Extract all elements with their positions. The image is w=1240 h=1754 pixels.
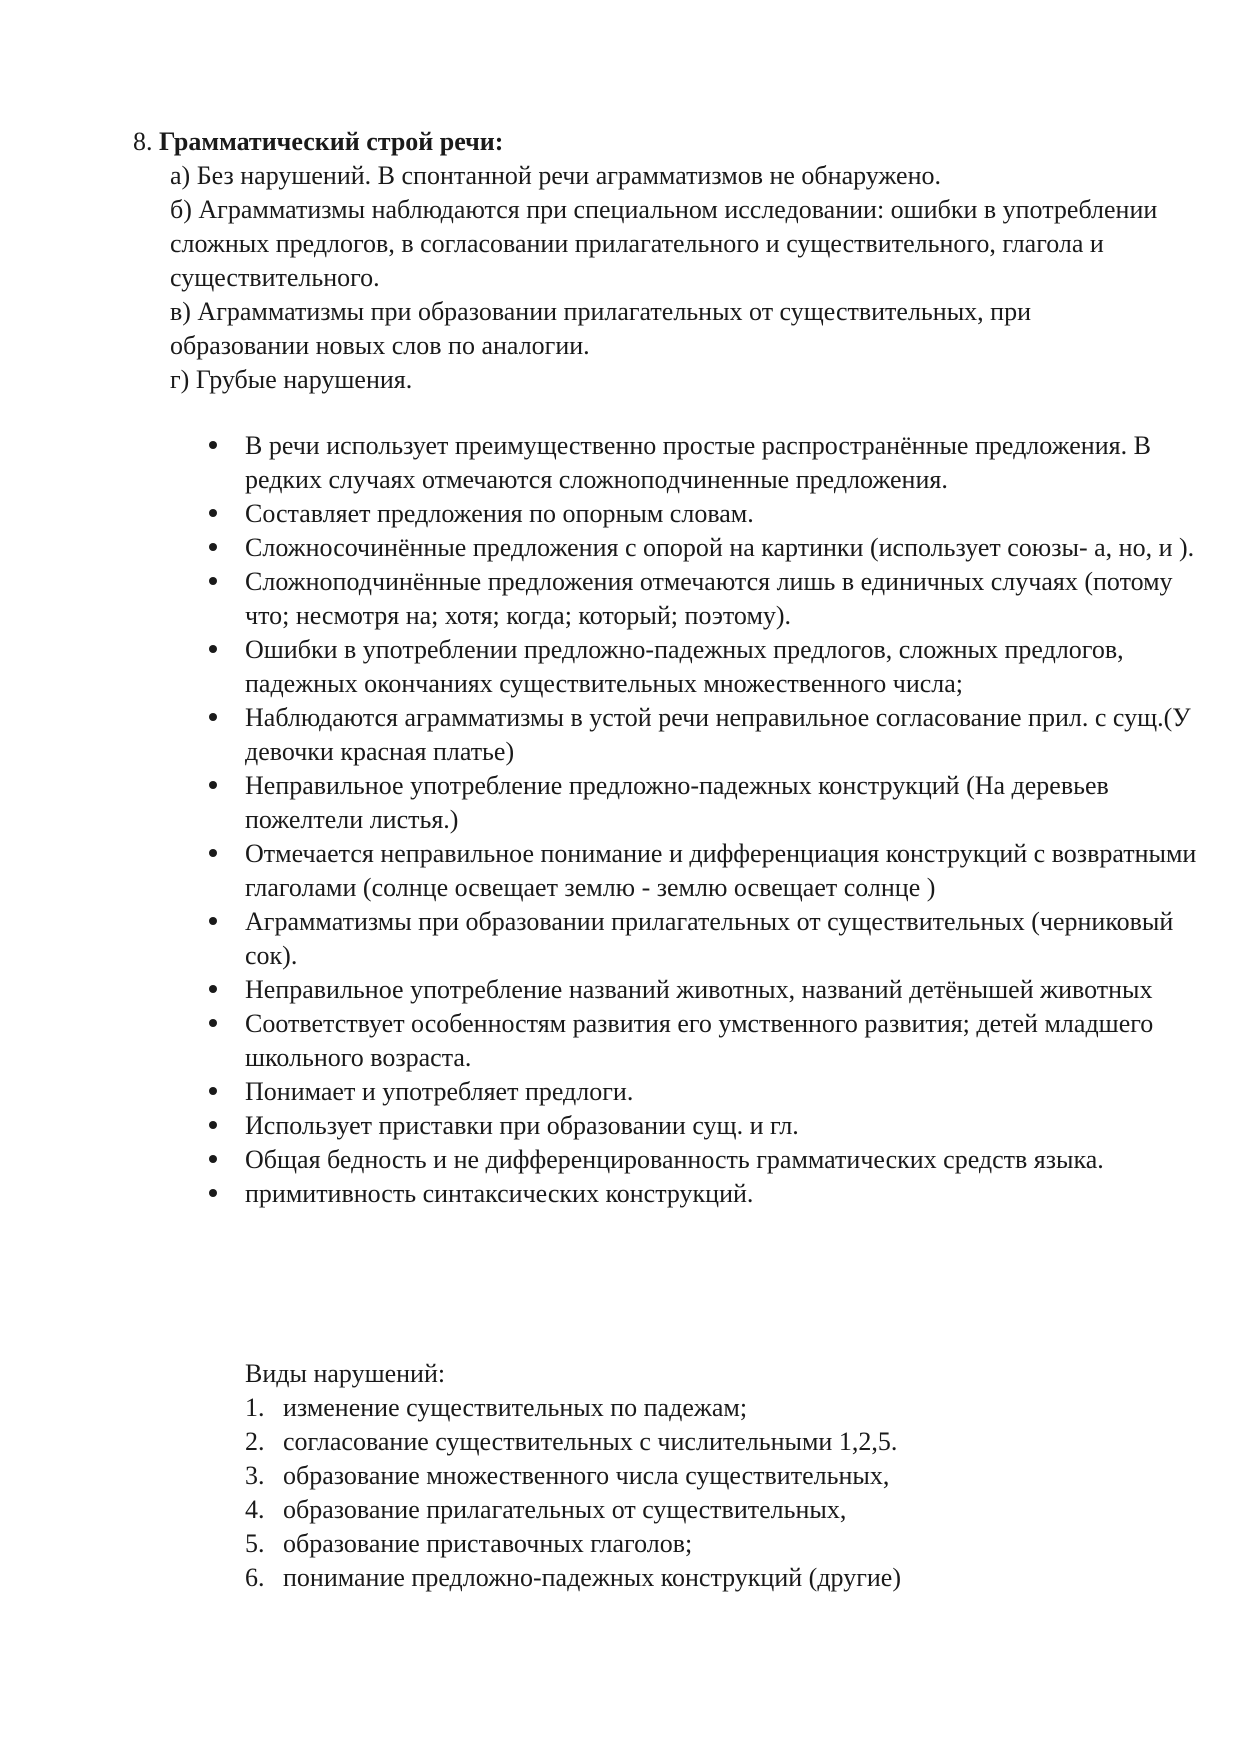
list-item-text: Ошибки в употреблении предложно-падежных предлогов, сложных предлогов, падежных окончаниях существительных множественного числа;	[245, 635, 1124, 698]
item-number: 4.	[245, 1495, 265, 1524]
item-text: образование приставочных глаголов;	[283, 1529, 693, 1558]
violation-item	[245, 1459, 1145, 1493]
item-number: 2.	[245, 1427, 265, 1456]
list-item-text: Понимает и употребляет предлоги.	[245, 1077, 634, 1106]
item-number: 3.	[245, 1461, 265, 1490]
item-number: 5.	[245, 1529, 265, 1558]
list-item-text: Сложносочинённые предложения с опорой на картинки (использует союзы- а, но, и ).	[245, 533, 1195, 562]
bullet-icon	[209, 917, 217, 925]
section-heading	[133, 125, 503, 159]
item-number: 6.	[245, 1563, 265, 1592]
list-item	[209, 497, 1209, 531]
list-item-text: Общая бедность и не дифференцированность грамматических средств языка.	[245, 1145, 1104, 1174]
bullet-icon	[209, 1189, 217, 1197]
option-a: а) Без нарушений. В спонтанной речи аграмматизмов не обнаружено.	[170, 161, 941, 190]
list-item	[209, 565, 1209, 633]
list-item-text: Составляет предложения по опорным словам.	[245, 499, 754, 528]
list-item-text: Отмечается неправильное понимание и дифференциация конструкций с возвратными глаголами (солнце освещает землю - землю освещает солнце )	[245, 839, 1197, 902]
bullet-icon	[209, 985, 217, 993]
list-item-text: Соответствует особенностям развития его умственного развития; детей младшего школьного возраста.	[245, 1009, 1154, 1072]
option-b: б) Аграмматизмы наблюдаются при специальном исследовании: ошибки в употреблении сложных предлогов, в согласовании прилагательного и существительного, глагола и существительного.	[170, 195, 1158, 292]
bullet-icon	[209, 713, 217, 721]
violation-item	[245, 1391, 1145, 1425]
list-item	[209, 633, 1209, 701]
item-number: 1.	[245, 1393, 265, 1422]
bullet-icon	[209, 577, 217, 585]
bullet-icon	[209, 441, 217, 449]
section-title: Грамматический строй речи:	[159, 127, 504, 156]
list-item-text: Использует приставки при образовании сущ. и гл.	[245, 1111, 799, 1140]
list-item	[209, 531, 1209, 565]
bullet-icon	[209, 645, 217, 653]
bullet-icon	[209, 1155, 217, 1163]
list-item	[209, 1109, 1209, 1143]
list-item	[209, 905, 1209, 973]
bullet-icon	[209, 509, 217, 517]
list-item-text: Наблюдаются аграмматизмы в устой речи неправильное согласование прил. с сущ.(У девочки красная платье)	[245, 703, 1191, 766]
bullet-icon	[209, 1019, 217, 1027]
item-text: понимание предложно-падежных конструкций (другие)	[283, 1563, 901, 1592]
observation-list	[209, 429, 1209, 1211]
list-item	[209, 1143, 1209, 1177]
list-item	[209, 1007, 1209, 1075]
list-item-text: примитивность синтаксических конструкций.	[245, 1179, 754, 1208]
list-item	[209, 1177, 1209, 1211]
section-number: 8.	[133, 127, 153, 156]
bullet-icon	[209, 1087, 217, 1095]
list-item-text: Неправильное употребление названий животных, названий детёнышей животных	[245, 975, 1153, 1004]
option-d: г) Грубые нарушения.	[170, 365, 413, 394]
list-item	[209, 769, 1209, 837]
list-item	[209, 701, 1209, 769]
list-item	[209, 973, 1209, 1007]
list-item	[209, 429, 1209, 497]
list-item-text: В речи использует преимущественно простые распространённые предложения. В редких случаях отмечаются сложноподчиненные предложения.	[245, 431, 1151, 494]
bullet-icon	[209, 543, 217, 551]
violations-list	[245, 1391, 1145, 1595]
list-item	[209, 1075, 1209, 1109]
list-item	[209, 837, 1209, 905]
list-item-text: Сложноподчинённые предложения отмечаются лишь в единичных случаях (потому что; несмотря на; хотя; когда; который; поэтому).	[245, 567, 1173, 630]
option-c: в) Аграмматизмы при образовании прилагательных от существительных, при образовании новых слов по аналогии.	[170, 297, 1031, 360]
violation-item	[245, 1493, 1145, 1527]
bullet-icon	[209, 781, 217, 789]
item-text: согласование существительных с числительными 1,2,5.	[283, 1427, 898, 1456]
item-text: образование прилагательных от существительных,	[283, 1495, 847, 1524]
bullet-icon	[209, 1121, 217, 1129]
violation-item	[245, 1425, 1145, 1459]
list-item-text: Неправильное употребление предложно-падежных конструкций (На деревьев пожелтели листья.)	[245, 771, 1109, 834]
violation-item	[245, 1527, 1145, 1561]
assessment-options	[170, 159, 1170, 397]
bullet-icon	[209, 849, 217, 857]
item-text: образование множественного числа существительных,	[283, 1461, 890, 1490]
violations-title: Виды нарушений:	[245, 1359, 446, 1388]
item-text: изменение существительных по падежам;	[283, 1393, 748, 1422]
list-item-text: Аграмматизмы при образовании прилагательных от существительных (черниковый сок).	[245, 907, 1174, 970]
violation-item	[245, 1561, 1145, 1595]
